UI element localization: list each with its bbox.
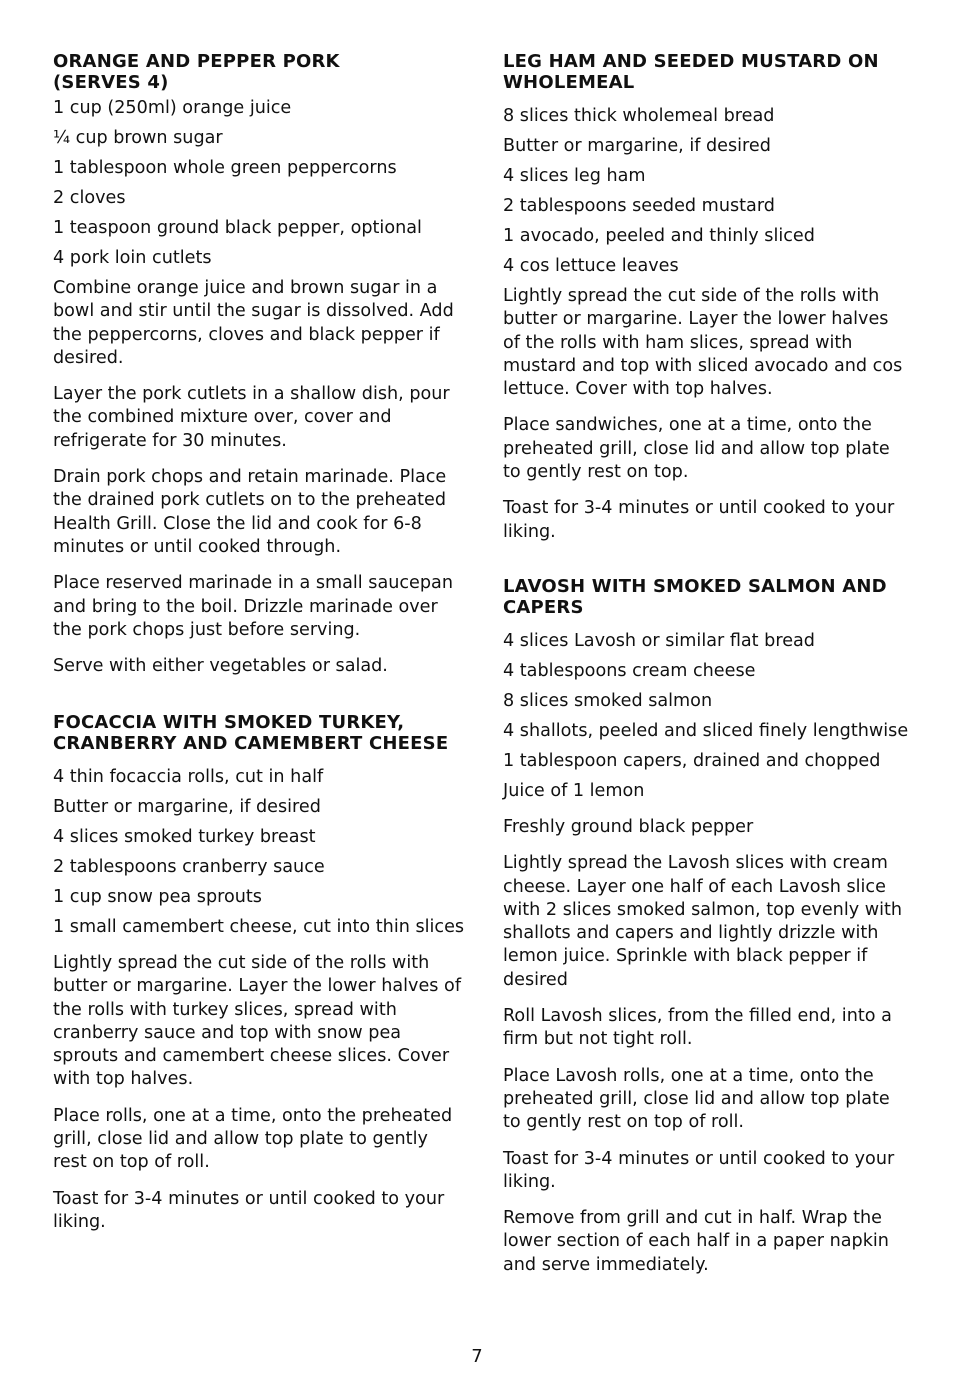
ingredient-item: Juice of 1 lemon bbox=[503, 781, 645, 801]
recipe-title: LAVOSH WITH SMOKED SALMON AND CAPERS bbox=[503, 576, 887, 618]
method-step: Remove from grill and cut in half. Wrap the lower section of each half in a paper napkin and serve immediately. bbox=[503, 1208, 889, 1275]
method-step: Lightly spread the cut side of the rolls with butter or margarine. Layer the lower halves of the rolls with turkey slices, spread with cranberry sauce and top with snow pea sprouts and camembert cheese slices. Cover with top halves. bbox=[53, 953, 462, 1090]
method-steps bbox=[503, 816, 908, 1277]
ingredient-item: 1 avocado, peeled and thinly sliced bbox=[503, 226, 815, 246]
ingredient-item: 4 tablespoons cream cheese bbox=[503, 661, 756, 681]
ingredient-item: 2 tablespoons cranberry sauce bbox=[53, 857, 325, 877]
method-steps bbox=[53, 277, 463, 678]
recipe-title: ORANGE AND PEPPER PORK (SERVES 4) bbox=[53, 51, 340, 93]
ingredient-item: 1 tablespoon whole green peppercorns bbox=[53, 158, 397, 178]
ingredient-item: 8 slices thick wholemeal bread bbox=[503, 106, 775, 126]
method-step: Lightly spread the cut side of the rolls with butter or margarine. Layer the lower halves of the rolls with ham slices, spread with mustard and top with sliced avocado and cos lettuce. Cover with top halves. bbox=[503, 286, 903, 400]
method-step: Toast for 3-4 minutes or until cooked to your liking. bbox=[53, 1188, 445, 1232]
method-step: Place Lavosh rolls, one at a time, onto the preheated grill, close lid and allow top plate to gently rest on top of roll. bbox=[503, 1065, 890, 1133]
method-step: Place rolls, one at a time, onto the preheated grill, close lid and allow top plate to gently rest on top of roll. bbox=[53, 1105, 453, 1173]
ingredient-item: ¼ cup brown sugar bbox=[53, 128, 223, 148]
ingredient-item: 1 teaspoon ground black pepper, optional bbox=[53, 218, 422, 238]
method-step: Lightly spread the Lavosh slices with cream cheese. Layer one half of each Lavosh slice with 2 slices smoked salmon, top evenly with shallots and capers and lightly drizzle with lemon juice. Sprinkle with black pepper if desired bbox=[503, 853, 903, 990]
recipe-focaccia-smoked-turkey bbox=[53, 712, 463, 1247]
ingredient-item: 2 tablespoons seeded mustard bbox=[503, 196, 775, 216]
ingredient-item: 4 shallots, peeled and sliced finely lengthwise bbox=[503, 721, 909, 741]
ingredient-item: 2 cloves bbox=[53, 188, 126, 208]
ingredient-item: 4 slices leg ham bbox=[503, 166, 646, 186]
method-step: Toast for 3-4 minutes or until cooked to your liking. bbox=[503, 1148, 895, 1192]
recipe-title: LEG HAM AND SEEDED MUSTARD ON WHOLEMEAL bbox=[503, 51, 879, 93]
method-step: Drain pork chops and retain marinade. Place the drained pork cutlets on to the preheated Health Grill. Close the lid and cook for 6-8 minutes or until cooked through. bbox=[53, 467, 447, 557]
recipe-orange-pepper-pork bbox=[53, 51, 463, 691]
method-step: Freshly ground black pepper bbox=[503, 817, 754, 837]
ingredient-item: 1 small camembert cheese, cut into thin slices bbox=[53, 917, 465, 937]
ingredient-list bbox=[53, 766, 463, 946]
ingredient-item: 4 slices smoked turkey breast bbox=[53, 827, 316, 847]
ingredient-list bbox=[53, 97, 463, 277]
ingredient-list bbox=[503, 630, 908, 810]
recipe-title: FOCACCIA WITH SMOKED TURKEY, CRANBERRY AND CAMEMBERT CHEESE bbox=[53, 712, 449, 754]
ingredient-item: 1 tablespoon capers, drained and chopped bbox=[503, 751, 881, 771]
method-step: Combine orange juice and brown sugar in a bowl and stir until the sugar is dissolved. Add the peppercorns, cloves and black pepper if desired. bbox=[53, 278, 454, 368]
page-number: 7 bbox=[471, 1346, 483, 1367]
method-step: Place reserved marinade in a small saucepan and bring to the boil. Drizzle marinade over the pork chops just before serving. bbox=[53, 573, 453, 640]
ingredient-item: 1 cup (250ml) orange juice bbox=[53, 98, 292, 118]
method-step: Toast for 3-4 minutes or until cooked to your liking. bbox=[503, 498, 895, 542]
recipe-leg-ham-seeded-mustard bbox=[503, 51, 908, 557]
ingredient-item: Butter or margarine, if desired bbox=[53, 797, 321, 817]
ingredient-item: 4 slices Lavosh or similar flat bread bbox=[503, 631, 815, 651]
ingredient-item: 4 thin focaccia rolls, cut in half bbox=[53, 767, 324, 787]
ingredient-item: 8 slices smoked salmon bbox=[503, 691, 713, 711]
recipe-lavosh-smoked-salmon bbox=[503, 576, 908, 1290]
method-step: Roll Lavosh slices, from the filled end, into a firm but not tight roll. bbox=[503, 1006, 892, 1050]
method-steps bbox=[503, 285, 908, 544]
ingredient-item: 1 cup snow pea sprouts bbox=[53, 887, 262, 907]
ingredient-item: 4 cos lettuce leaves bbox=[503, 256, 679, 276]
ingredient-item: Butter or margarine, if desired bbox=[503, 136, 771, 156]
method-step: Place sandwiches, one at a time, onto the preheated grill, close lid and allow top plate to gently rest on top. bbox=[503, 415, 890, 483]
ingredient-item: 4 pork loin cutlets bbox=[53, 248, 212, 268]
method-step: Serve with either vegetables or salad. bbox=[53, 656, 388, 677]
method-step: Layer the pork cutlets in a shallow dish, pour the combined mixture over, cover and refrigerate for 30 minutes. bbox=[53, 384, 450, 451]
ingredient-list bbox=[503, 105, 908, 285]
method-steps bbox=[53, 952, 463, 1234]
